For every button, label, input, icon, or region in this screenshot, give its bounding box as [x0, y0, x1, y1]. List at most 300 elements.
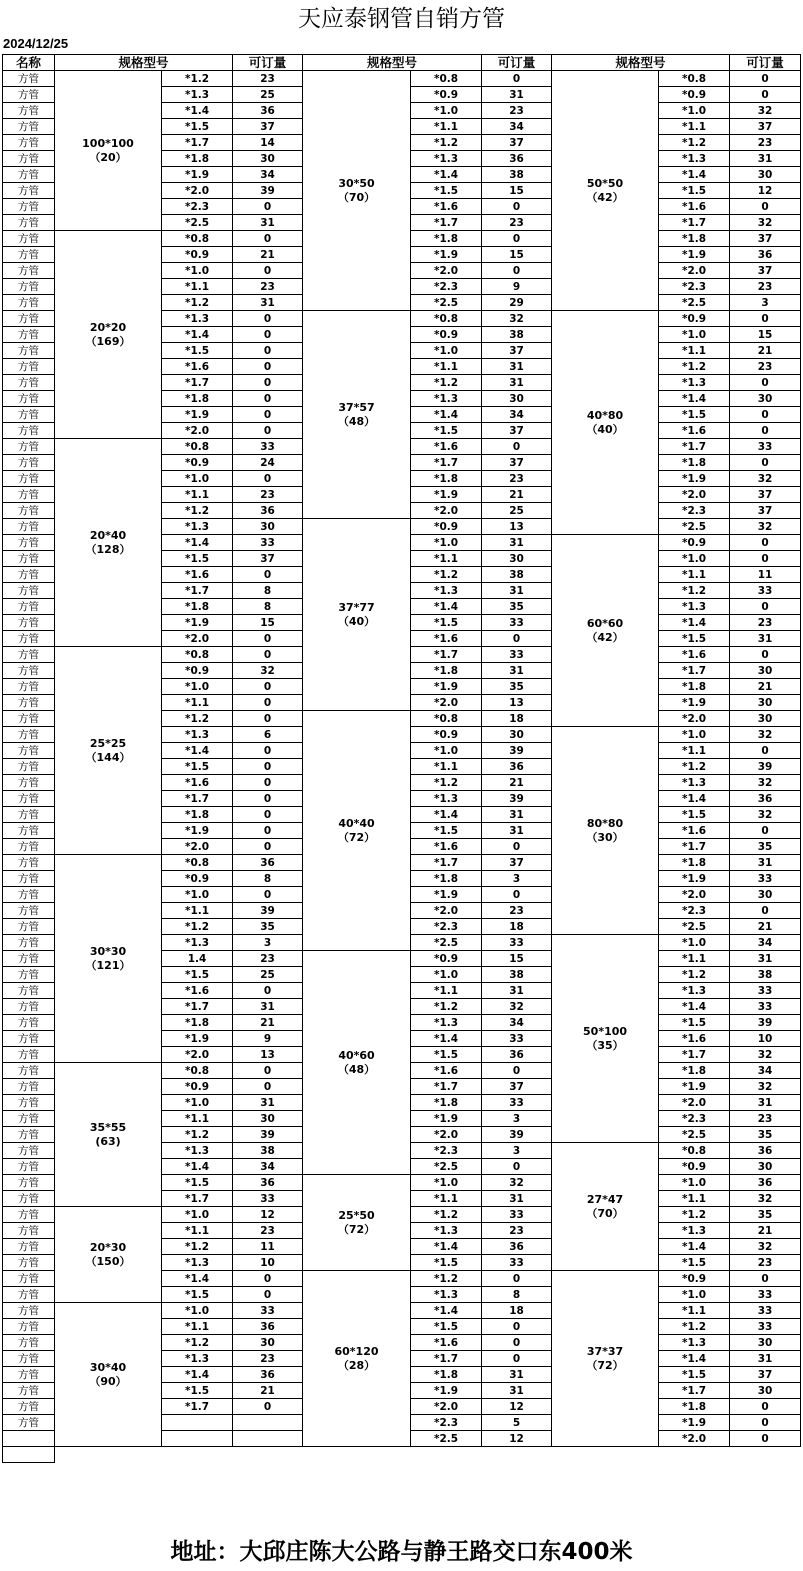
thickness-cell: *1.3	[659, 151, 730, 167]
quantity-cell: 37	[233, 119, 303, 135]
thickness-cell: *1.6	[411, 631, 482, 647]
quantity-cell: 0	[482, 839, 552, 855]
size-total: （70）	[337, 190, 376, 204]
size-group-cell	[303, 711, 411, 951]
thickness-cell: *1.1	[162, 1319, 233, 1335]
thickness-cell	[162, 1431, 233, 1447]
thickness-cell: *1.2	[659, 1207, 730, 1223]
quantity-cell: 37	[482, 423, 552, 439]
thickness-cell: *1.9	[162, 615, 233, 631]
thickness-cell: *1.3	[162, 87, 233, 103]
thickness-cell: *1.2	[162, 711, 233, 727]
quantity-cell: 36	[233, 103, 303, 119]
size-group-cell	[552, 935, 659, 1143]
thickness-cell: *2.3	[411, 1415, 482, 1431]
quantity-cell: 33	[482, 1255, 552, 1271]
quantity-cell: 37	[482, 343, 552, 359]
size-label: 50*50	[586, 176, 624, 190]
thickness-cell: *2.0	[411, 503, 482, 519]
name-cell: 方管	[3, 1015, 55, 1031]
thickness-cell: *1.3	[411, 151, 482, 167]
quantity-cell: 3	[233, 935, 303, 951]
name-cell: 方管	[3, 759, 55, 775]
thickness-cell: *1.7	[659, 1047, 730, 1063]
thickness-cell: *2.0	[162, 183, 233, 199]
quantity-cell: 0	[233, 791, 303, 807]
thickness-cell: *1.2	[411, 1271, 482, 1287]
thickness-cell: *1.1	[659, 119, 730, 135]
thickness-cell: *1.2	[659, 967, 730, 983]
size-label: 30*50	[338, 176, 375, 190]
thickness-cell: *0.9	[162, 1079, 233, 1095]
thickness-cell: *1.4	[659, 615, 730, 631]
name-cell: 方管	[3, 327, 55, 343]
quantity-cell: 36	[482, 1239, 552, 1255]
thickness-cell: *1.3	[411, 583, 482, 599]
size-group-cell	[303, 71, 411, 311]
name-cell: 方管	[3, 551, 55, 567]
thickness-cell: *2.5	[659, 519, 730, 535]
quantity-cell: 23	[482, 471, 552, 487]
thickness-cell: *1.3	[659, 1335, 730, 1351]
thickness-cell: *1.6	[162, 359, 233, 375]
header-qty-2: 可订量	[482, 55, 552, 71]
quantity-cell: 21	[233, 1015, 303, 1031]
quantity-cell: 3	[482, 871, 552, 887]
thickness-cell: *1.1	[162, 903, 233, 919]
size-total: （150）	[85, 1254, 131, 1268]
size-group-cell	[552, 1143, 659, 1271]
name-cell: 方管	[3, 503, 55, 519]
size-label: 25*50	[338, 1208, 375, 1222]
name-cell	[3, 1431, 55, 1447]
quantity-cell: 34	[233, 1159, 303, 1175]
thickness-cell: *1.0	[411, 1175, 482, 1191]
quantity-cell: 32	[730, 775, 801, 791]
thickness-cell: *0.9	[659, 1271, 730, 1287]
size-label: 30*40	[89, 1360, 127, 1374]
thickness-cell: *1.1	[659, 1191, 730, 1207]
thickness-cell: *2.0	[411, 1127, 482, 1143]
thickness-cell: *1.5	[162, 1383, 233, 1399]
quantity-cell: 0	[233, 711, 303, 727]
thickness-cell: *1.0	[659, 327, 730, 343]
quantity-cell: 23	[482, 103, 552, 119]
quantity-cell: 0	[233, 199, 303, 215]
thickness-cell: *1.7	[162, 375, 233, 391]
name-cell: 方管	[3, 807, 55, 823]
quantity-cell: 14	[233, 135, 303, 151]
thickness-cell: *1.3	[411, 1287, 482, 1303]
thickness-cell: *1.9	[162, 823, 233, 839]
thickness-cell: *1.8	[411, 1367, 482, 1383]
quantity-cell: 30	[233, 1111, 303, 1127]
quantity-cell: 32	[482, 999, 552, 1015]
thickness-cell: *1.4	[162, 1159, 233, 1175]
thickness-cell: *1.7	[162, 999, 233, 1015]
name-cell: 方管	[3, 439, 55, 455]
thickness-cell: *1.3	[659, 775, 730, 791]
quantity-cell: 30	[730, 887, 801, 903]
thickness-cell	[162, 1415, 233, 1431]
quantity-cell: 31	[233, 215, 303, 231]
thickness-cell: *1.3	[659, 983, 730, 999]
thickness-cell: 1.4	[162, 951, 233, 967]
thickness-cell: *1.0	[411, 967, 482, 983]
thickness-cell: *0.9	[659, 311, 730, 327]
quantity-cell: 36	[730, 1143, 801, 1159]
quantity-cell: 23	[730, 359, 801, 375]
quantity-cell: 0	[233, 343, 303, 359]
thickness-cell: *1.2	[162, 1127, 233, 1143]
thickness-cell: *1.0	[659, 1175, 730, 1191]
thickness-cell: *1.1	[659, 743, 730, 759]
quantity-cell: 31	[482, 359, 552, 375]
quantity-cell: 37	[730, 503, 801, 519]
name-cell: 方管	[3, 87, 55, 103]
quantity-cell: 0	[233, 1063, 303, 1079]
size-total: （40）	[586, 422, 624, 436]
thickness-cell: *1.1	[162, 279, 233, 295]
thickness-cell: *1.7	[659, 1383, 730, 1399]
quantity-cell: 21	[482, 775, 552, 791]
quantity-cell: 32	[730, 727, 801, 743]
thickness-cell: *2.5	[411, 935, 482, 951]
quantity-cell: 0	[482, 1351, 552, 1367]
thickness-cell: *0.8	[162, 855, 233, 871]
size-group-cell	[552, 311, 659, 535]
thickness-cell: *1.2	[411, 775, 482, 791]
thickness-cell: *1.7	[659, 439, 730, 455]
name-cell: 方管	[3, 1143, 55, 1159]
size-label: 40*40	[338, 816, 375, 830]
size-group-cell	[303, 519, 411, 711]
thickness-cell: *2.0	[411, 1399, 482, 1415]
quantity-cell: 0	[730, 375, 801, 391]
quantity-cell: 25	[482, 503, 552, 519]
quantity-cell: 35	[482, 679, 552, 695]
quantity-cell: 37	[233, 551, 303, 567]
thickness-cell: *0.9	[659, 87, 730, 103]
thickness-cell: *1.1	[411, 359, 482, 375]
size-label: 35*55	[89, 1120, 127, 1134]
thickness-cell: *1.5	[162, 1175, 233, 1191]
quantity-cell: 34	[482, 1015, 552, 1031]
quantity-cell: 23	[482, 1223, 552, 1239]
thickness-cell: *1.5	[659, 407, 730, 423]
quantity-cell: 0	[482, 231, 552, 247]
thickness-cell: *1.1	[659, 1303, 730, 1319]
thickness-cell: *1.5	[162, 759, 233, 775]
quantity-cell: 0	[482, 1271, 552, 1287]
thickness-cell: *1.5	[411, 183, 482, 199]
name-cell: 方管	[3, 615, 55, 631]
thickness-cell: *1.3	[162, 519, 233, 535]
thickness-cell: *1.4	[659, 791, 730, 807]
quantity-cell: 33	[233, 535, 303, 551]
thickness-cell: *1.7	[411, 855, 482, 871]
header-spec-3: 规格型号	[552, 55, 730, 71]
quantity-cell: 0	[233, 983, 303, 999]
thickness-cell: *1.0	[162, 471, 233, 487]
quantity-cell: 11	[730, 567, 801, 583]
thickness-cell: *1.9	[411, 487, 482, 503]
quantity-cell: 36	[730, 791, 801, 807]
quantity-cell: 0	[482, 263, 552, 279]
quantity-cell: 34	[730, 1063, 801, 1079]
quantity-cell: 37	[730, 231, 801, 247]
thickness-cell: *1.6	[411, 1063, 482, 1079]
thickness-cell: *1.4	[411, 807, 482, 823]
quantity-cell: 31	[233, 999, 303, 1015]
thickness-cell: *1.5	[659, 631, 730, 647]
thickness-cell: *1.9	[411, 679, 482, 695]
name-cell: 方管	[3, 375, 55, 391]
quantity-cell: 21	[233, 1383, 303, 1399]
quantity-cell: 8	[482, 1287, 552, 1303]
thickness-cell: *2.3	[659, 1111, 730, 1127]
size-total: （70）	[586, 1206, 624, 1220]
name-cell: 方管	[3, 1031, 55, 1047]
quantity-cell: 0	[233, 1399, 303, 1415]
thickness-cell: *1.7	[162, 135, 233, 151]
quantity-cell: 0	[482, 1319, 552, 1335]
thickness-cell: *1.9	[659, 247, 730, 263]
quantity-cell: 30	[730, 663, 801, 679]
quantity-cell: 34	[482, 407, 552, 423]
table-row	[3, 1447, 801, 1463]
thickness-cell: *1.2	[162, 919, 233, 935]
quantity-cell: 15	[233, 615, 303, 631]
thickness-cell: *2.0	[411, 263, 482, 279]
quantity-cell: 12	[482, 1399, 552, 1415]
name-cell: 方管	[3, 871, 55, 887]
quantity-cell: 38	[482, 567, 552, 583]
thickness-cell: *1.2	[411, 375, 482, 391]
thickness-cell: *2.3	[659, 503, 730, 519]
quantity-cell: 31	[482, 1367, 552, 1383]
header-row	[3, 55, 801, 71]
quantity-cell: 21	[730, 343, 801, 359]
quantity-cell: 3	[730, 295, 801, 311]
quantity-cell: 0	[730, 423, 801, 439]
quantity-cell: 0	[233, 407, 303, 423]
quantity-cell: 36	[482, 151, 552, 167]
quantity-cell: 0	[730, 823, 801, 839]
size-group-cell	[552, 727, 659, 935]
thickness-cell: *1.0	[411, 343, 482, 359]
quantity-cell: 13	[233, 1047, 303, 1063]
thickness-cell: *1.0	[162, 679, 233, 695]
quantity-cell: 34	[730, 935, 801, 951]
thickness-cell: *1.3	[411, 1223, 482, 1239]
size-group-cell	[303, 1271, 411, 1447]
quantity-cell: 23	[233, 951, 303, 967]
quantity-cell: 39	[482, 791, 552, 807]
size-label: 25*25	[89, 736, 127, 750]
quantity-cell: 33	[482, 1207, 552, 1223]
size-label: 50*100	[583, 1024, 628, 1038]
quantity-cell: 32	[482, 1175, 552, 1191]
size-total: （72）	[337, 830, 376, 844]
quantity-cell: 39	[233, 1127, 303, 1143]
quantity-cell: 38	[482, 327, 552, 343]
name-cell: 方管	[3, 999, 55, 1015]
thickness-cell: *1.6	[659, 423, 730, 439]
quantity-cell: 15	[730, 327, 801, 343]
thickness-cell: *1.7	[659, 663, 730, 679]
size-group-cell	[55, 1207, 162, 1303]
name-cell: 方管	[3, 1111, 55, 1127]
thickness-cell: *1.9	[659, 695, 730, 711]
thickness-cell: *0.9	[411, 519, 482, 535]
name-cell: 方管	[3, 199, 55, 215]
thickness-cell: *1.2	[411, 567, 482, 583]
quantity-cell: 24	[233, 455, 303, 471]
name-cell	[3, 1447, 55, 1463]
thickness-cell: *1.9	[162, 407, 233, 423]
quantity-cell: 32	[233, 663, 303, 679]
thickness-cell: *1.7	[659, 215, 730, 231]
thickness-cell: *1.0	[659, 551, 730, 567]
name-cell: 方管	[3, 391, 55, 407]
thickness-cell: *2.0	[162, 839, 233, 855]
quantity-cell: 33	[730, 583, 801, 599]
name-cell: 方管	[3, 1319, 55, 1335]
name-cell: 方管	[3, 903, 55, 919]
quantity-cell: 0	[233, 327, 303, 343]
thickness-cell: *1.7	[411, 1079, 482, 1095]
size-group-cell	[55, 1303, 162, 1447]
thickness-cell: *1.1	[411, 119, 482, 135]
size-total: （72）	[337, 1222, 376, 1236]
thickness-cell: *1.0	[659, 1287, 730, 1303]
name-cell: 方管	[3, 919, 55, 935]
thickness-cell: *1.1	[411, 1191, 482, 1207]
name-cell: 方管	[3, 647, 55, 663]
quantity-cell: 18	[482, 1303, 552, 1319]
quantity-cell: 32	[730, 103, 801, 119]
quantity-cell: 15	[482, 951, 552, 967]
quantity-cell: 36	[730, 247, 801, 263]
thickness-cell: *0.8	[411, 711, 482, 727]
thickness-cell: *1.2	[659, 135, 730, 151]
header-name: 名称	[3, 55, 55, 71]
quantity-cell: 31	[730, 151, 801, 167]
quantity-cell: 38	[233, 1143, 303, 1159]
thickness-cell: *1.8	[659, 1063, 730, 1079]
header-spec-1: 规格型号	[55, 55, 233, 71]
thickness-cell: *1.1	[411, 759, 482, 775]
size-total: （169）	[85, 334, 131, 348]
size-group-cell	[55, 71, 162, 231]
quantity-cell: 0	[233, 375, 303, 391]
quantity-cell: 34	[233, 167, 303, 183]
name-cell: 方管	[3, 215, 55, 231]
thickness-cell: *1.5	[659, 807, 730, 823]
thickness-cell: *1.0	[659, 103, 730, 119]
quantity-cell: 23	[233, 279, 303, 295]
thickness-cell: *0.9	[162, 663, 233, 679]
name-cell: 方管	[3, 1303, 55, 1319]
thickness-cell: *1.0	[411, 103, 482, 119]
name-cell: 方管	[3, 343, 55, 359]
thickness-cell: *1.5	[162, 1287, 233, 1303]
quantity-cell: 18	[482, 919, 552, 935]
size-total: （42）	[586, 630, 624, 644]
thickness-cell: *1.7	[411, 647, 482, 663]
thickness-cell: *1.5	[659, 1015, 730, 1031]
thickness-cell: *0.8	[162, 231, 233, 247]
thickness-cell: *2.0	[659, 887, 730, 903]
name-cell: 方管	[3, 1255, 55, 1271]
quantity-cell: 36	[233, 1319, 303, 1335]
thickness-cell: *1.7	[162, 1399, 233, 1415]
size-total: （30）	[586, 830, 624, 844]
thickness-cell: *1.2	[162, 71, 233, 87]
thickness-cell: *1.5	[162, 119, 233, 135]
thickness-cell: *2.5	[659, 919, 730, 935]
size-total: （48）	[337, 414, 376, 428]
thickness-cell: *0.9	[162, 247, 233, 263]
quantity-cell: 0	[730, 1399, 801, 1415]
quantity-cell: 23	[233, 1351, 303, 1367]
quantity-cell: 31	[730, 1351, 801, 1367]
thickness-cell: *0.8	[162, 439, 233, 455]
thickness-cell: *1.9	[659, 1415, 730, 1431]
quantity-cell: 23	[730, 279, 801, 295]
thickness-cell: *1.8	[411, 871, 482, 887]
thickness-cell: *2.5	[659, 295, 730, 311]
thickness-cell: *1.9	[659, 871, 730, 887]
name-cell: 方管	[3, 311, 55, 327]
thickness-cell: *1.7	[411, 215, 482, 231]
size-total: （35）	[586, 1038, 624, 1052]
thickness-cell: *1.0	[659, 727, 730, 743]
thickness-cell: *1.1	[411, 983, 482, 999]
name-cell: 方管	[3, 599, 55, 615]
name-cell: 方管	[3, 231, 55, 247]
quantity-cell: 35	[730, 839, 801, 855]
quantity-cell: 37	[482, 455, 552, 471]
thickness-cell: *1.4	[162, 743, 233, 759]
thickness-cell: *1.0	[659, 935, 730, 951]
name-cell: 方管	[3, 1415, 55, 1431]
quantity-cell: 0	[233, 567, 303, 583]
quantity-cell: 18	[482, 711, 552, 727]
thickness-cell: *1.8	[411, 1095, 482, 1111]
thickness-cell: *1.4	[659, 1351, 730, 1367]
name-cell: 方管	[3, 471, 55, 487]
thickness-cell: *2.5	[162, 215, 233, 231]
thickness-cell: *1.4	[659, 167, 730, 183]
thickness-cell: *2.3	[162, 199, 233, 215]
quantity-cell: 23	[730, 615, 801, 631]
name-cell: 方管	[3, 983, 55, 999]
thickness-cell: *1.3	[659, 1223, 730, 1239]
size-group-cell	[55, 1063, 162, 1207]
quantity-cell: 38	[482, 167, 552, 183]
quantity-cell: 23	[730, 135, 801, 151]
thickness-cell: *2.5	[411, 1159, 482, 1175]
quantity-cell: 37	[730, 487, 801, 503]
quantity-cell: 21	[730, 679, 801, 695]
thickness-cell: *1.7	[411, 455, 482, 471]
quantity-cell: 39	[233, 183, 303, 199]
name-cell: 方管	[3, 135, 55, 151]
quantity-cell: 30	[233, 1335, 303, 1351]
quantity-cell: 31	[233, 295, 303, 311]
